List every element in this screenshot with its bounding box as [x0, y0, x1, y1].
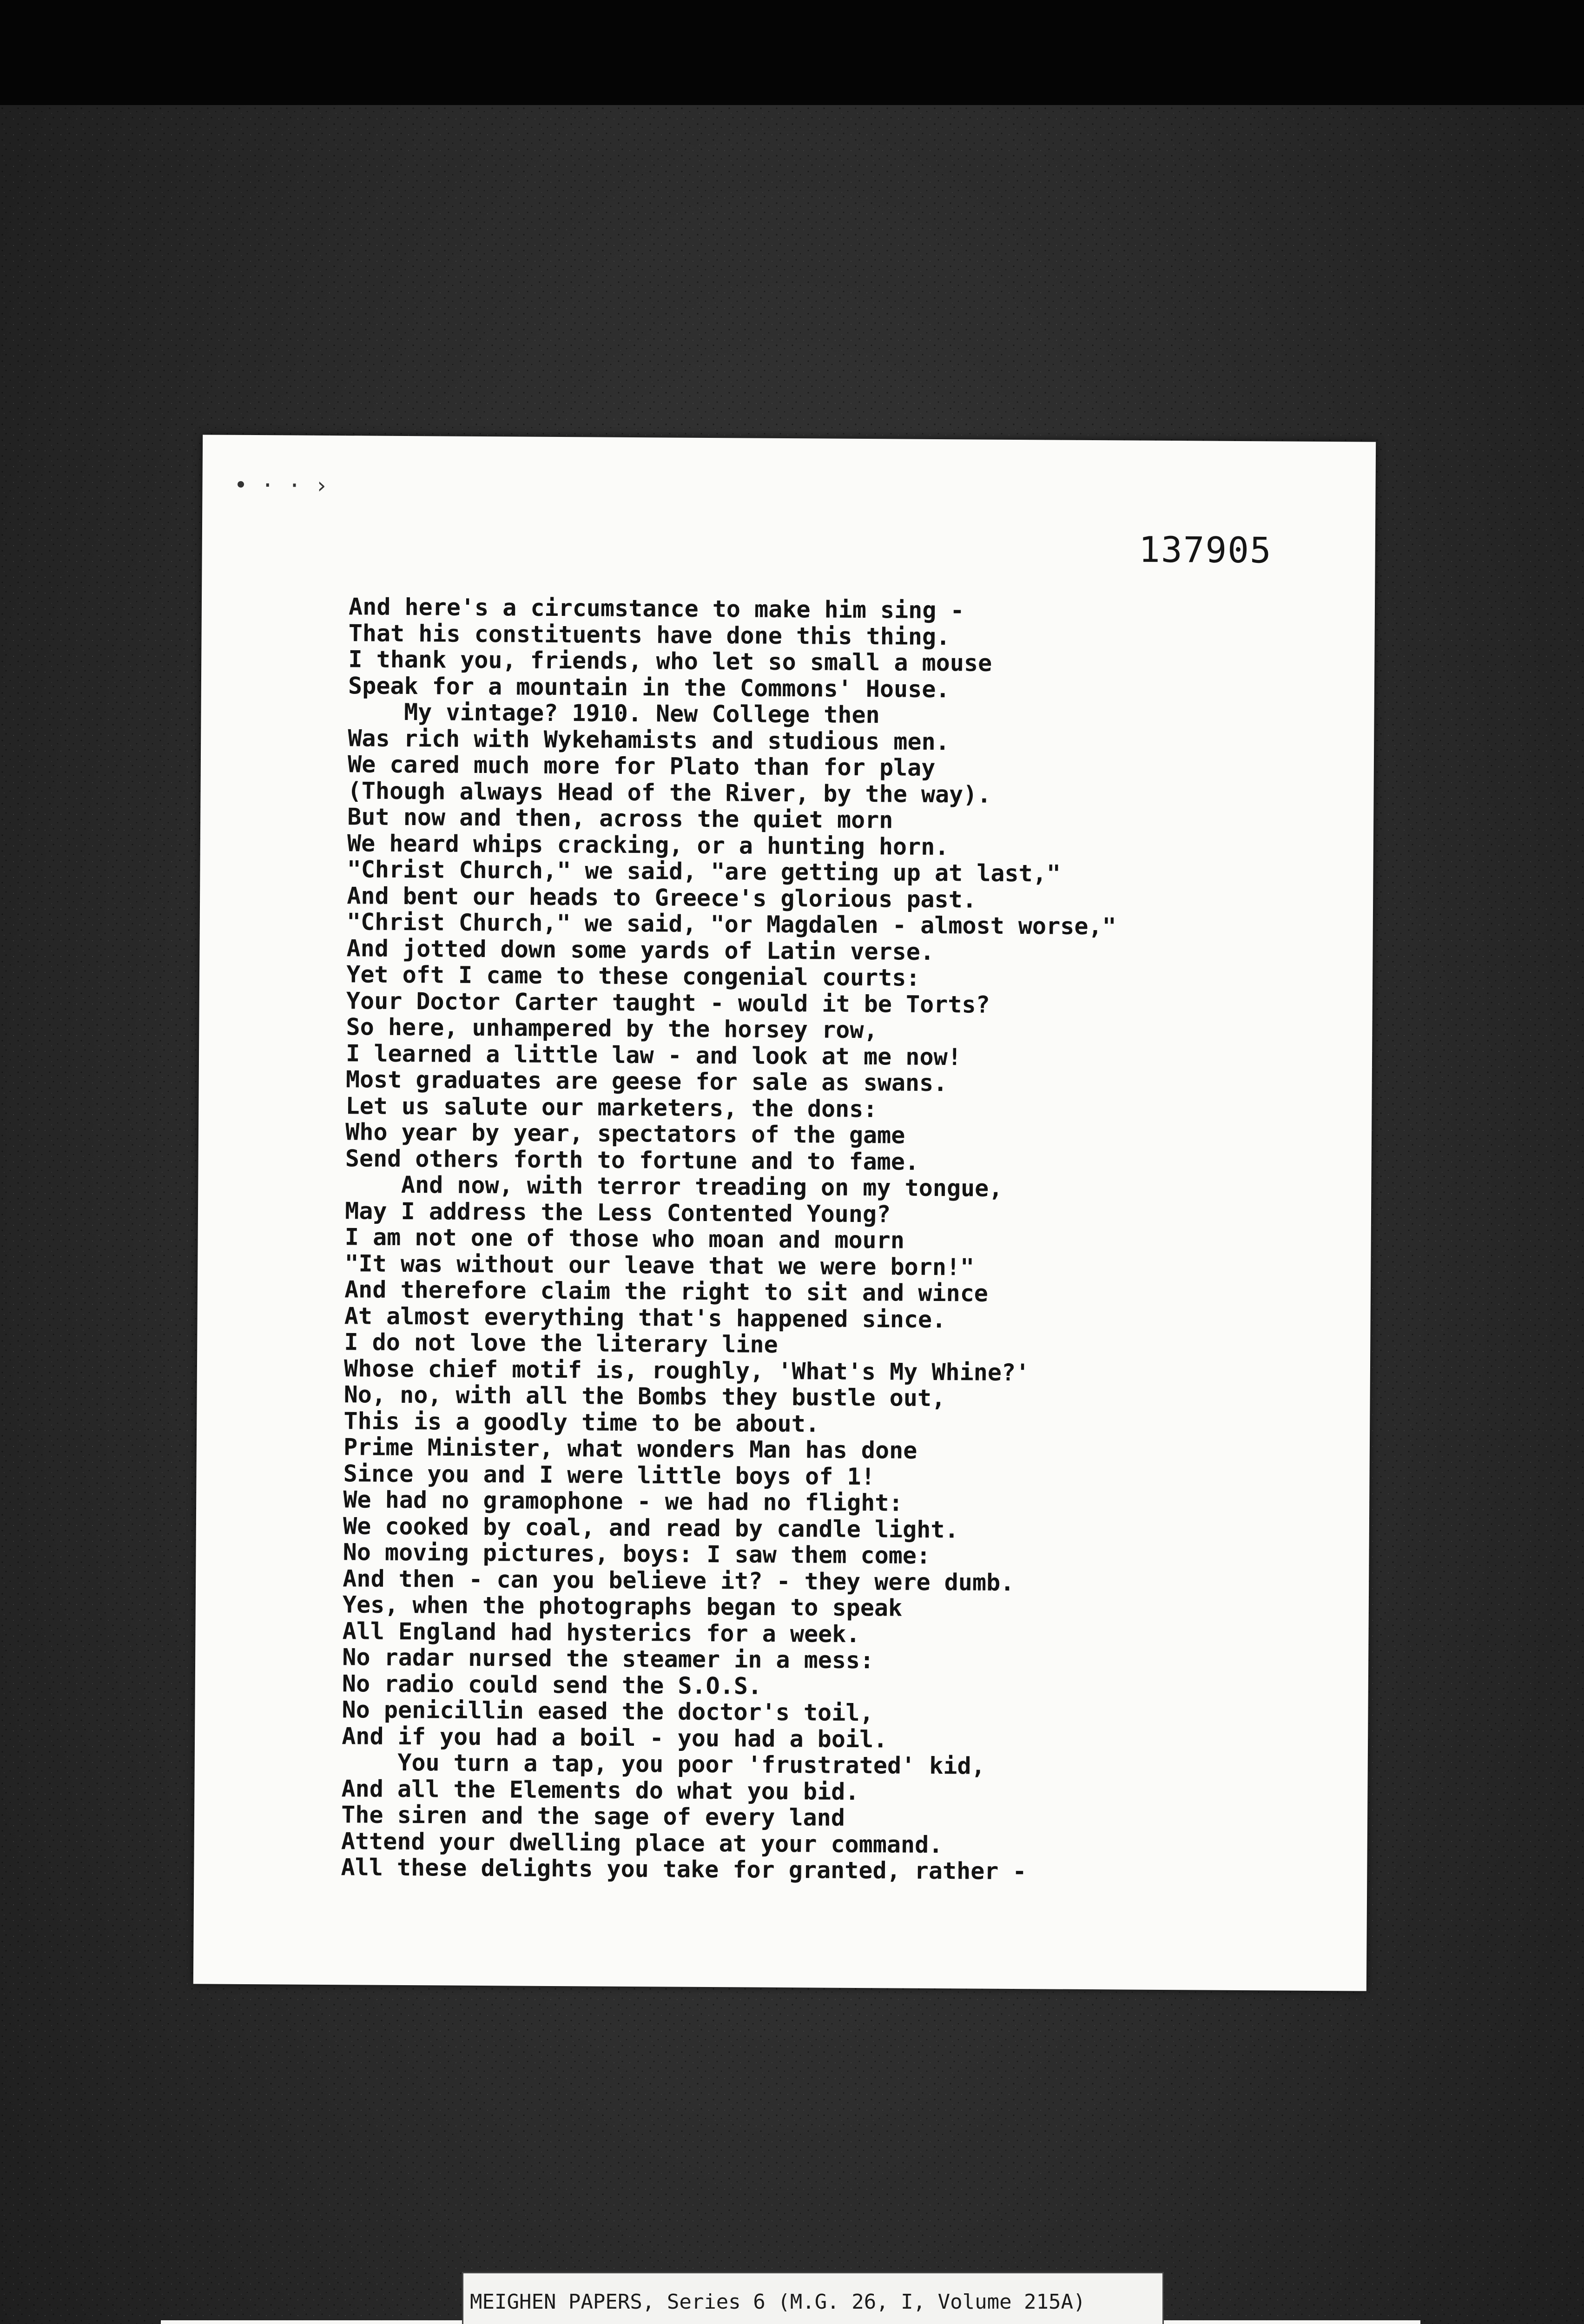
poem-line: No penicillin eased the doctor's toil,	[314, 1696, 874, 1727]
poem-line: We cared much more for Plato than for play	[319, 750, 936, 781]
poem-line: "Christ Church," we said, "are getting up at last,"	[319, 855, 1061, 887]
poem-line: Attend your dwelling place at your command.	[313, 1827, 943, 1858]
poem-line: Whose chief motif is, roughly, 'What's My Whine?'	[316, 1354, 1030, 1386]
poem-line: All these delights you take for granted, rather -	[313, 1853, 1027, 1885]
poem-line: All England had hysterics for a week.	[314, 1617, 860, 1648]
poem-line: I thank you, friends, who let so small a mouse	[320, 645, 992, 677]
reference-label: MEIGHEN PAPERS, Series 6 (M.G. 26, I, Volume 215A)	[462, 2272, 1164, 2324]
poem-line: Send others forth to fortune and to fame.	[317, 1144, 919, 1175]
poem-line: And if you had a boil - you had a boil.	[313, 1722, 888, 1753]
poem-line: My vintage? 1910. New College then	[320, 698, 880, 729]
poem-line: This is a goodly time to be about.	[316, 1407, 820, 1437]
poem-line: No moving pictures, boys: I saw them come:	[315, 1538, 931, 1569]
poem-line: Let us salute our marketers, the dons:	[317, 1092, 878, 1122]
poem-line: And here's a circumstance to make him sing -	[320, 593, 964, 624]
poem-line: Yet oft I came to these congenial courts:	[318, 960, 920, 991]
poem-line: We had no gramophone - we had no flight:	[315, 1486, 903, 1517]
poem-line: Speak for a mountain in the Commons' House.	[320, 672, 950, 703]
poem-line: And then - can you believe it? - they were dumb.	[315, 1565, 1015, 1596]
poem-line: I am not one of those who moan and mourn	[317, 1223, 905, 1254]
poem-line: (Though always Head of the River, by the way).	[319, 777, 991, 808]
poem-line: I learned a little law - and look at me now!	[317, 1039, 962, 1070]
poem-line: "Christ Church," we said, "or Magdalen - almost worse,"	[318, 908, 1116, 940]
poem-line: And bent our heads to Greece's glorious past.	[318, 882, 977, 913]
poem-line: That his constituents have done this thing.	[320, 619, 950, 650]
document-page	[193, 435, 1376, 1991]
poem-line: "It was without our leave that we were born!"	[317, 1249, 975, 1281]
poem-line: And therefore claim the right to sit and wince	[316, 1275, 989, 1307]
poem-line: You turn a tap, you poor 'frustrated' kid,	[313, 1748, 985, 1780]
poem-line: Most graduates are geese for sale as swans.	[317, 1065, 948, 1097]
poem-line: May I address the Less Contented Young?	[317, 1197, 891, 1228]
poem-line: And all the Elements do what you bid.	[313, 1775, 859, 1805]
poem-line: Was rich with Wykehamists and studious men.	[320, 724, 950, 755]
poem-line: No radar nursed the steamer in a mess:	[314, 1643, 874, 1674]
poem-line: Your Doctor Carter taught - would it be Torts?	[318, 987, 990, 1018]
poem-line: No, no, with all the Bombs they bustle out,	[316, 1380, 946, 1412]
poem-line: So here, unhampered by the horsey row,	[318, 1013, 878, 1044]
page-number: 137905	[1138, 528, 1272, 571]
corner-mark: • · · ›	[234, 472, 329, 499]
poem-line: The siren and the sage of every land	[313, 1801, 845, 1831]
poem-line: We cooked by coal, and read by candle light.	[315, 1512, 959, 1543]
poem-line: But now and then, across the quiet morn	[319, 803, 893, 834]
poem-line: No radio could send the S.O.S.	[314, 1670, 762, 1700]
poem-line: I do not love the literary line	[316, 1328, 778, 1358]
poem-line: And jotted down some yards of Latin verse.	[318, 934, 935, 965]
poem-line: We heard whips cracking, or a hunting horn.	[319, 829, 949, 860]
film-top-band	[0, 0, 1584, 105]
poem-text	[313, 594, 1343, 1887]
poem-line: Yes, when the photographs began to speak	[314, 1591, 903, 1622]
poem-line: And now, with terror treading on my tongue,	[317, 1170, 1003, 1202]
poem-line: Prime Minister, what wonders Man has done	[315, 1433, 917, 1464]
poem-line: Who year by year, spectators of the game	[317, 1118, 905, 1149]
poem-line: At almost everything that's happened since.	[316, 1302, 946, 1333]
poem-line: Since you and I were little boys of 1!	[315, 1459, 875, 1490]
